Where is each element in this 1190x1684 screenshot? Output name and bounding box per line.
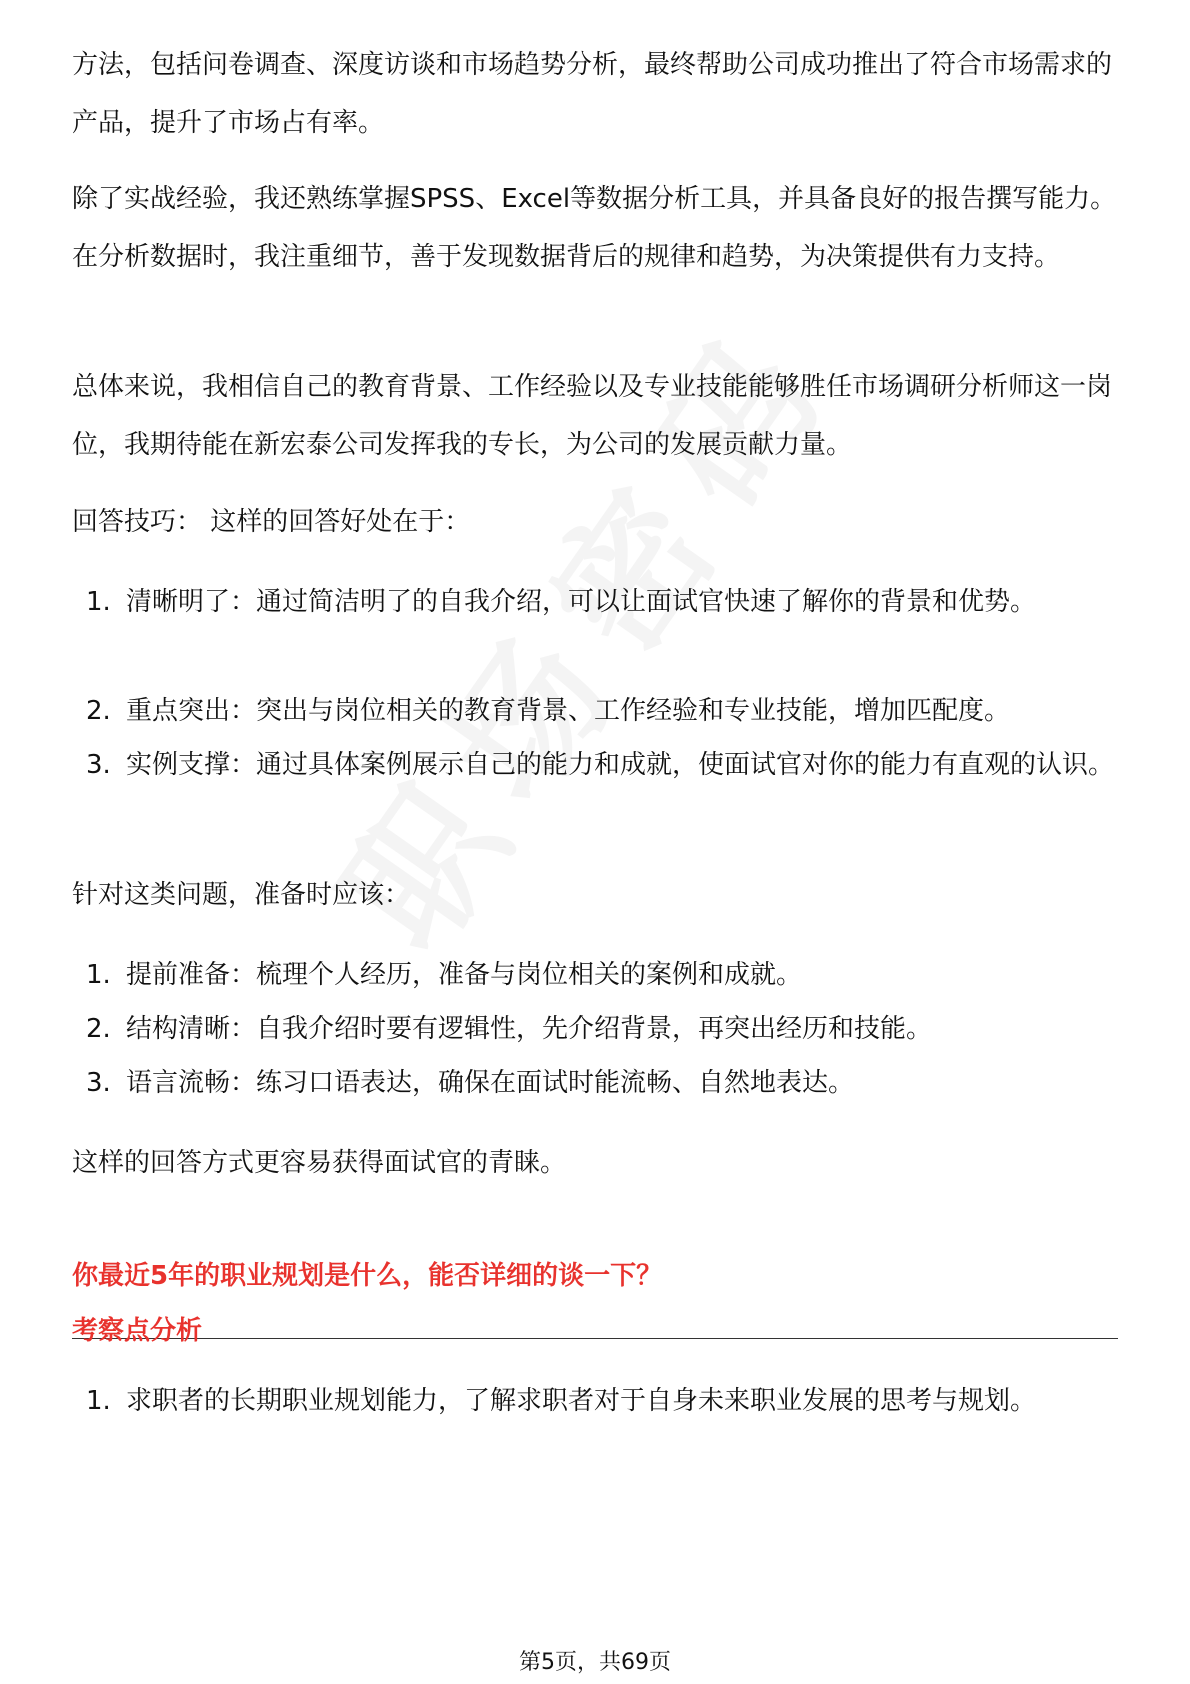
list-number: 3. [86,1068,111,1098]
paragraph-methods: 方法，包括问卷调查、深度访谈和市场趋势分析，最终帮助公司成功推出了符合市场需求的产品，提升了市场占有率。 [72,50,1113,138]
tips-intro: 回答技巧： 这样的回答好处在于： [72,507,471,537]
prep-intro: 针对这类问题，准备时应该： [72,880,411,910]
list-item [72,1372,1117,1430]
list-text: 提前准备：梳理个人经历，准备与岗位相关的案例和成就。 [126,960,803,990]
list-number: 2. [86,1014,111,1044]
analysis-heading: 考察点分析 [72,1316,203,1346]
list-number: 3. [86,750,111,780]
page-footer: 第5页，共69页 [519,1650,671,1675]
list-number: 2. [86,696,111,726]
list-text: 清晰明了：通过简洁明了的自我介绍，可以让面试官快速了解你的背景和优势。 [126,587,1037,617]
list-item [72,736,1117,794]
list-item [72,946,1117,1004]
closing-paragraph: 这样的回答方式更容易获得面试官的青睐。 [72,1148,567,1178]
list-text: 重点突出：突出与岗位相关的教育背景、工作经验和专业技能，增加匹配度。 [126,696,1011,726]
list-text: 结构清晰：自我介绍时要有逻辑性，先介绍背景，再突出经历和技能。 [126,1014,933,1044]
list-text: 实例支撑：通过具体案例展示自己的能力和成就，使面试官对你的能力有直观的认识。 [126,750,1115,780]
list-number: 1. [86,1386,111,1416]
list-text: 求职者的长期职业规划能力，了解求职者对于自身未来职业发展的思考与规划。 [126,1386,1037,1416]
list-item [72,573,1117,631]
question-title: 你最近5年的职业规划是什么，能否详细的谈一下？ [72,1261,663,1291]
paragraph-skills: 除了实战经验，我还熟练掌握SPSS、Excel等数据分析工具，并具备良好的报告撰写能力。在分析数据时，我注重细节，善于发现数据背后的规律和趋势，为决策提供有力支持。 [72,184,1117,272]
list-item [72,1000,1117,1058]
list-number: 1. [86,960,111,990]
list-number: 1. [86,587,111,617]
list-text: 语言流畅：练习口语表达，确保在面试时能流畅、自然地表达。 [126,1068,855,1098]
paragraph-summary: 总体来说，我相信自己的教育背景、工作经验以及专业技能能够胜任市场调研分析师这一岗位，我期待能在新宏泰公司发挥我的专长，为公司的发展贡献力量。 [72,372,1113,460]
list-item [72,682,1117,740]
list-item [72,1054,1117,1112]
